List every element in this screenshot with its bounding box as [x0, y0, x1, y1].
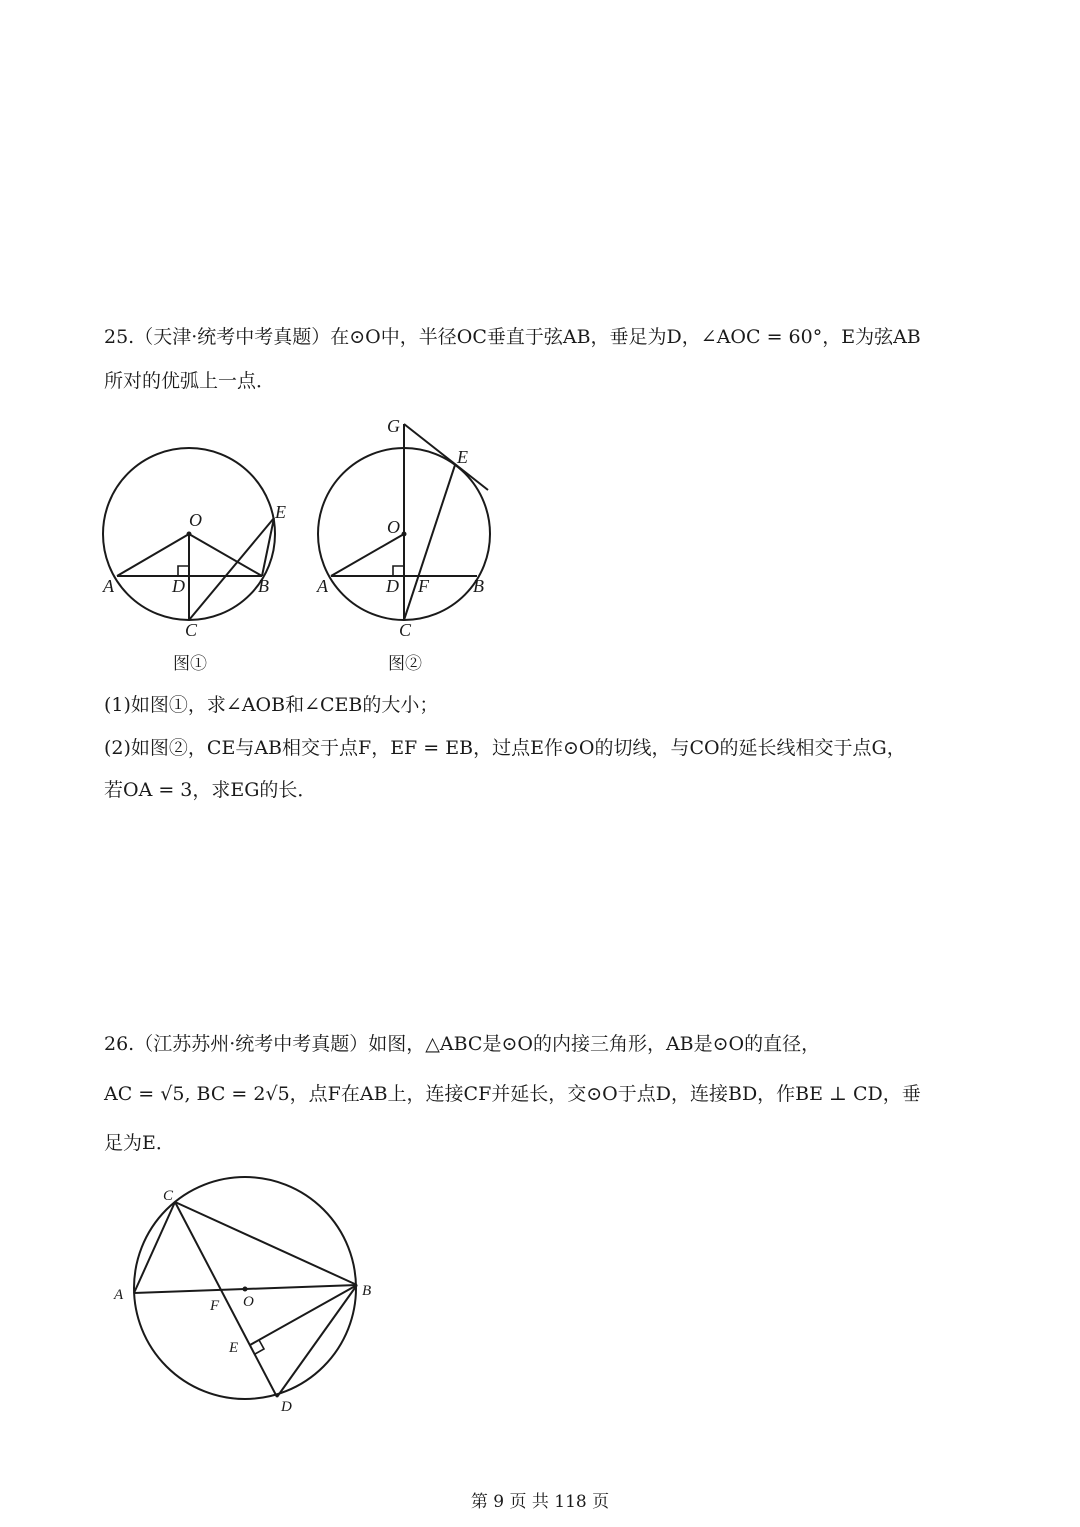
fig1-label-o: O [189, 510, 202, 530]
fig2-label-d: D [386, 576, 399, 596]
fig2-label-b: B [473, 576, 484, 596]
q26-label-b: B [362, 1283, 372, 1299]
fig2-label-f: F [418, 576, 429, 596]
q25-fig1-caption: 图① [173, 654, 207, 674]
q26-line-3: 足为E． [104, 1132, 175, 1154]
q26-label-o: O [243, 1294, 254, 1310]
fig2-label-o: O [387, 517, 400, 537]
q26-seg-ac [134, 1202, 175, 1293]
q26-label-c: C [163, 1188, 174, 1204]
q26-label-d: D [281, 1399, 292, 1415]
q25-line-2: 所对的优弧上一点． [104, 370, 276, 392]
q26-seg-be [250, 1285, 357, 1345]
fig1-label-d: D [172, 576, 185, 596]
q26-seg-bd [277, 1285, 357, 1397]
fig2-label-c: C [399, 620, 412, 640]
q26-line-1: 26.（江苏苏州·统考中考真题）如图，△ABC是⊙O的内接三角形，AB是⊙O的直径， [104, 1033, 821, 1055]
page-footer: 第 9 页 共 118 页 [470, 1492, 610, 1512]
fig1-label-e: E [275, 502, 286, 522]
q25-part-2: (2)如图②，CE与AB相交于点F，EF = EB，过点E作⊙O的切线，与CO的延长线相交于点G， [104, 737, 906, 759]
q25-line-1: 25.（天津·统考中考真题）在⊙O中，半径OC垂直于弦AB，垂足为D，∠AOC = 60°，E为弦AB [104, 326, 921, 348]
q26-label-e: E [229, 1340, 239, 1356]
q25-part-2b: 若OA = 3，求EG的长． [104, 779, 317, 801]
q26-seg-cb [175, 1202, 357, 1285]
fig2-label-g: G [387, 416, 400, 436]
q26-seg-cd [175, 1202, 277, 1397]
q26-line-2: AC = √5, BC = 2√5，点F在AB上，连接CF并延长，交⊙O于点D，连接BD，作BE ⊥ CD，垂 [104, 1083, 921, 1105]
fig1-label-c: C [185, 620, 198, 640]
fig1-label-b: B [258, 576, 269, 596]
q26-label-f: F [210, 1298, 220, 1314]
q26-center-dot [243, 1287, 248, 1292]
q26-label-a: A [114, 1287, 124, 1303]
fig2-label-e: E [457, 447, 468, 467]
q25-part-1: (1)如图①，求∠AOB和∠CEB的大小； [104, 694, 439, 716]
fig1-label-a: A [103, 576, 114, 596]
q25-fig2-caption: 图② [388, 654, 422, 674]
fig2-label-a: A [317, 576, 328, 596]
